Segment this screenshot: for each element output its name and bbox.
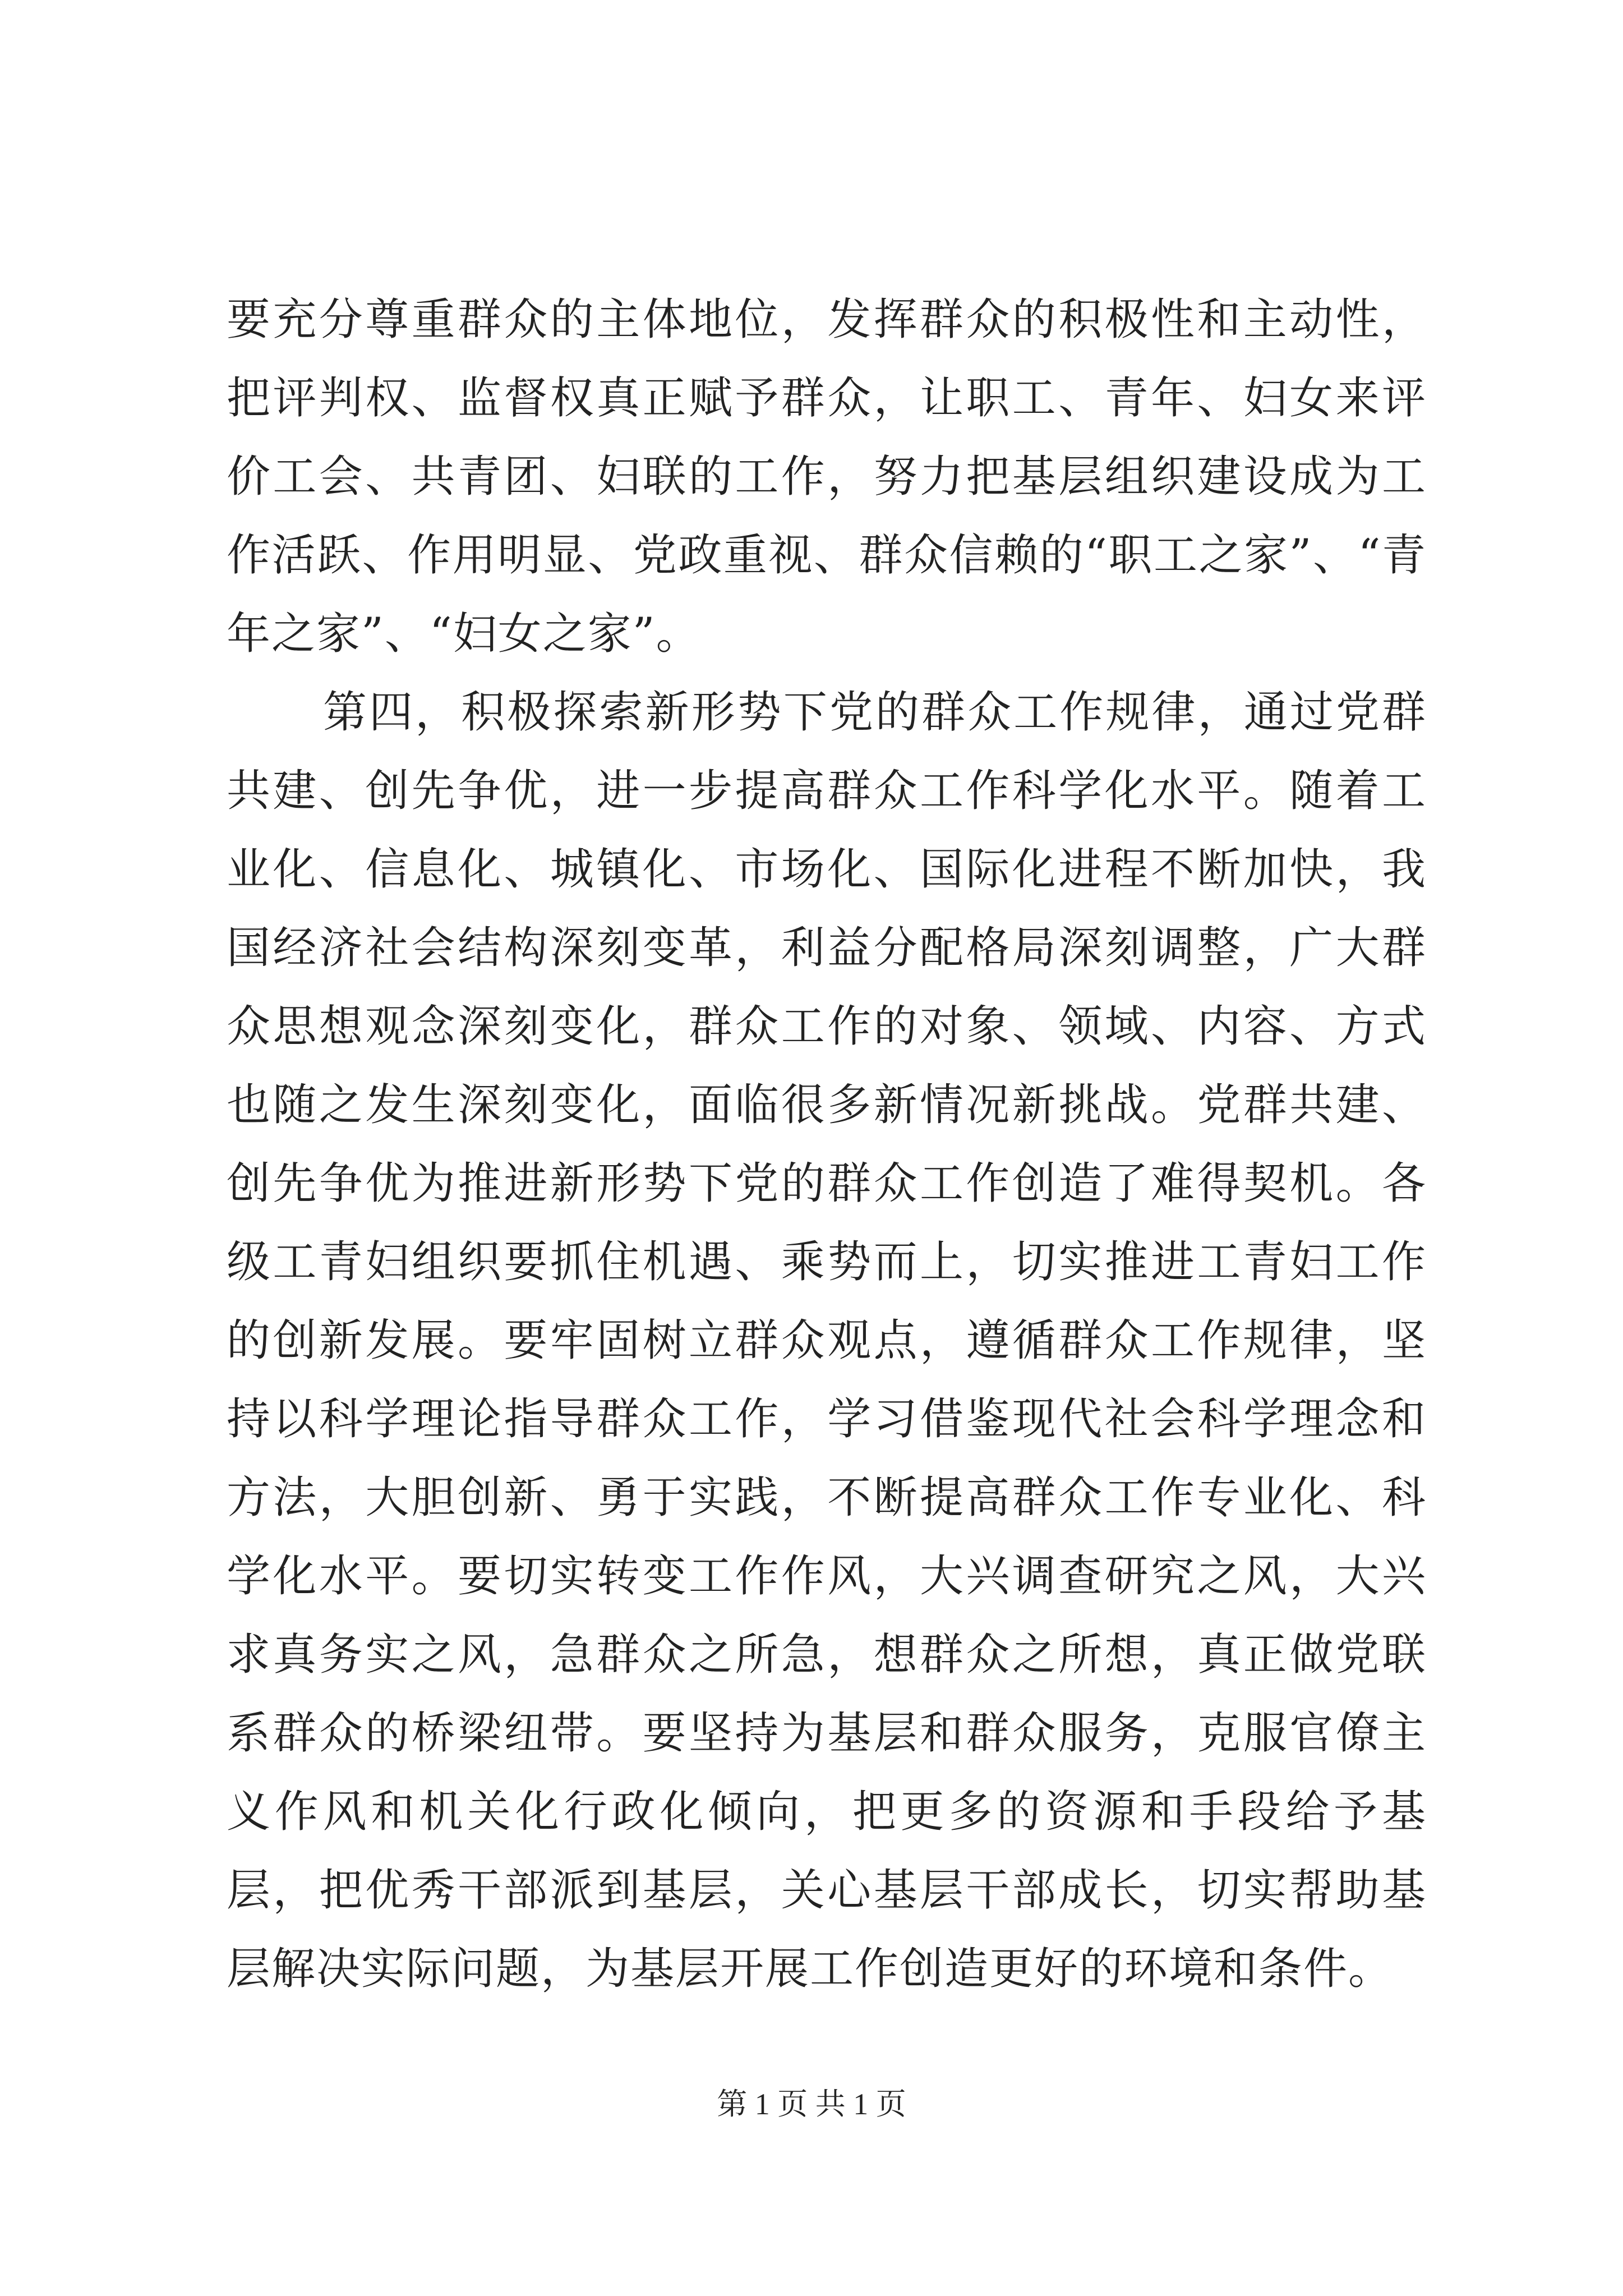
document-body	[227, 280, 1427, 2008]
page-footer: 第 1 页 共 1 页	[717, 2087, 906, 2121]
paragraph-continued: 要充分尊重群众的主体地位，发挥群众的积极性和主动性，把评判权、监督权真正赋予群众，让职工、青年、妇女来评价工会、共青团、妇联的工作，努力把基层组织建设成为工作活跃、作用明显、党政重视、群众信赖的“职工之家”、“青年之家”、“妇女之家”。	[227, 295, 1427, 659]
paragraph-fourth-point: 第四，积极探索新形势下党的群众工作规律，通过党群共建、创先争优，进一步提高群众工作科学化水平。随着工业化、信息化、城镇化、市场化、国际化进程不断加快，我国经济社会结构深刻变革，利益分配格局深刻调整，广大群众思想观念深刻变化，群众工作的对象、领域、内容、方式也随之发生深刻变化，面临很多新情况新挑战。党群共建、创先争优为推进新形势下党的群众工作创造了难得契机。各级工青妇组织要抓住机遇、乘势而上，切实推进工青妇工作的创新发展。要牢固树立群众观点，遵循群众工作规律，坚持以科学理论指导群众工作，学习借鉴现代社会科学理念和方法，大胆创新、勇于实践，不断提高群众工作专业化、科学化水平。要切实转变工作作风，大兴调查研究之风，大兴求真务实之风，急群众之所急，想群众之所想，真正做党联系群众的桥梁纽带。要坚持为基层和群众服务，克服官僚主义作风和机关化行政化倾向，把更多的资源和手段给予基层，把优秀干部派到基层，关心基层干部成长，切实帮助基层解决实际问题，为基层开展工作创造更好的环境和条件。	[227, 687, 1427, 1994]
